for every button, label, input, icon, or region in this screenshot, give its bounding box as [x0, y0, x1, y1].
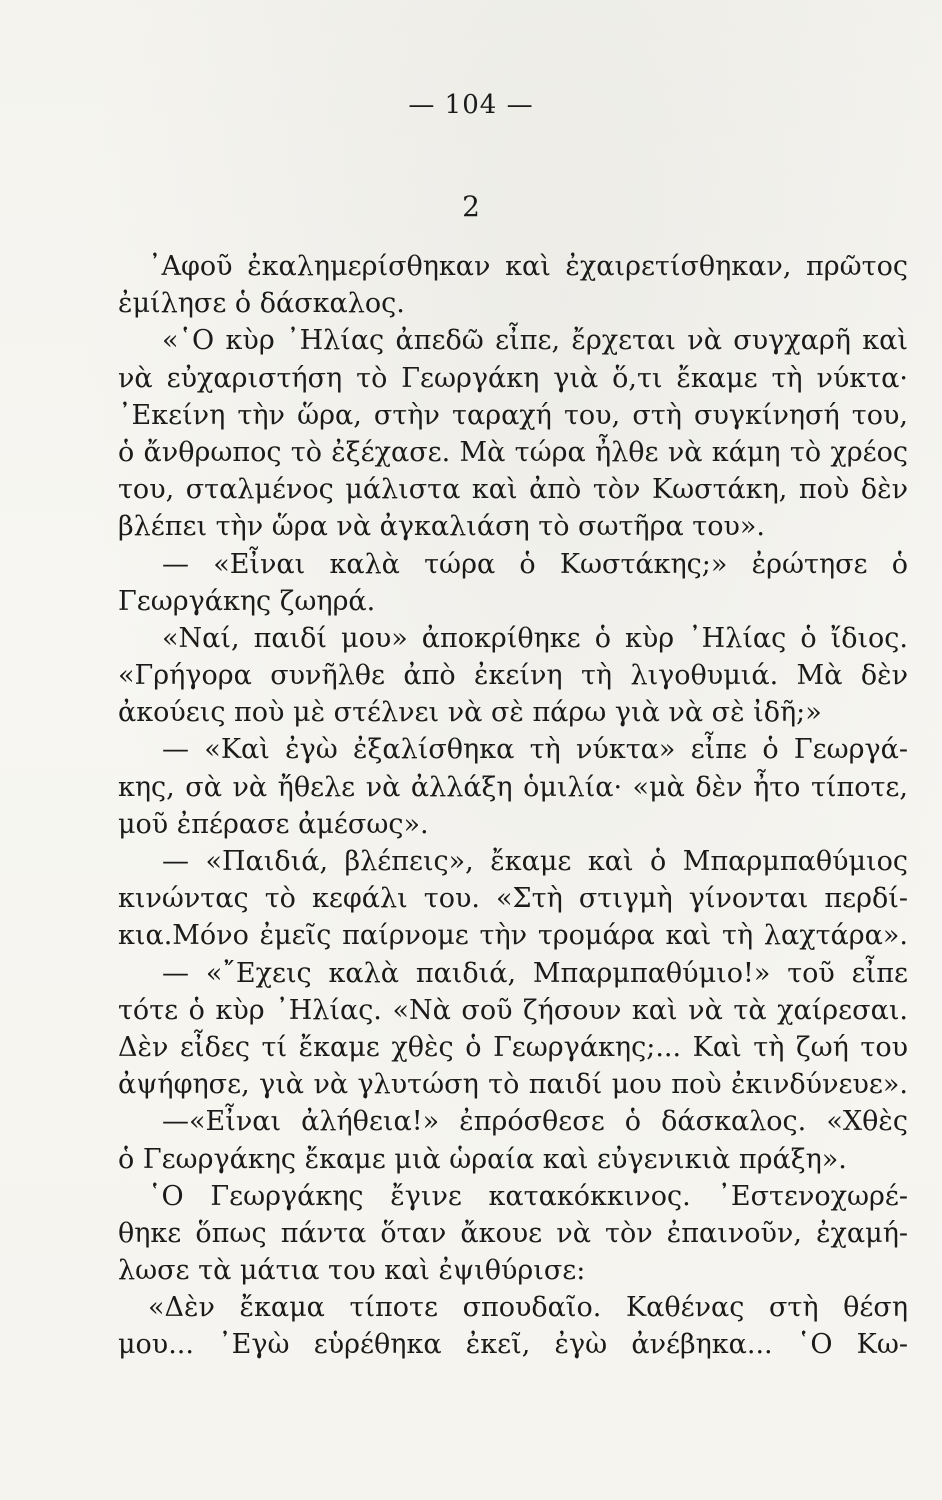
text-line: τότε ὁ κὺρ ᾿Ηλίας. «Νὰ σοῦ ζήσουν καὶ νὰ τὰ χαίρεσαι. [118, 994, 908, 1026]
text-line: ῾Ο Γεωργάκης ἔγινε κατακόκκινος. ᾿Εστενοχωρέ- [148, 1180, 908, 1212]
text-line: «Δὲν ἔκαμα τίποτε σπουδαῖο. Καθένας στὴ θέση [148, 1292, 908, 1324]
text-line: μοῦ ἐπέρασε ἀμέσως». [118, 808, 429, 840]
text-line: — «Εἶναι καλὰ τώρα ὁ Κωστάκης;» ἐρώτησε ὁ [162, 548, 908, 580]
text-line: Δὲν εἶδες τί ἔκαμε χθὲς ὁ Γεωργάκης;... Καὶ τὴ ζωή του [118, 1031, 908, 1063]
page-number: — 104 — [408, 90, 534, 120]
text-line: — «῎Εχεις καλὰ παιδιά, Μπαρμπαθύμιο!» τοῦ εἶπε [162, 957, 908, 989]
text-line: νὰ εὐχαριστήση τὸ Γεωργάκη γιὰ ὅ,τι ἔκαμε τὴ νύκτα· [118, 362, 908, 394]
body-text [118, 248, 908, 1364]
text-line: λωσε τὰ μάτια του καὶ ἐψιθύρισε: [118, 1255, 586, 1287]
text-line: ᾿Εκείνη τὴν ὥρα, στὴν ταραχή του, στὴ συγκίνησή του, [118, 399, 908, 431]
text-line: κια.Μόνο ἐμεῖς παίρνομε τὴν τρομάρα καὶ τὴ λαχτάρα». [118, 920, 908, 952]
text-line: ἀκούεις ποὺ μὲ στέλνει νὰ σὲ πάρω γιὰ νὰ σὲ ἰδῆ;» [118, 697, 822, 729]
text-line: ὁ Γεωργάκης ἔκαμε μιὰ ὡραία καὶ εὐγενικιὰ πράξη». [118, 1143, 847, 1175]
text-line: «Ναί, παιδί μου» ἀποκρίθηκε ὁ κὺρ ᾿Ηλίας ὁ ἴδιος. [162, 622, 908, 654]
text-line: μου... ᾿Εγὼ εὑρέθηκα ἐκεῖ, ἐγὼ ἀνέβηκα... ῾Ο Κω- [118, 1329, 908, 1361]
text-line: «῾Ο κὺρ ᾿Ηλίας ἀπεδῶ εἶπε, ἔρχεται νὰ συγχαρῆ καὶ [162, 325, 908, 357]
text-line: «Γρήγορα συνῆλθε ἀπὸ ἐκείνη τὴ λιγοθυμιά. Μὰ δὲν [118, 660, 908, 692]
text-line: — «Παιδιά, βλέπεις», ἔκαμε καὶ ὁ Μπαρμπαθύμιος [162, 846, 908, 877]
text-line: — «Καὶ ἐγὼ ἐξαλίσθηκα τὴ νύκτα» εἶπε ὁ Γεωργά- [162, 734, 908, 766]
text-line: ὁ ἄνθρωπος τὸ ἐξέχασε. Μὰ τώρα ἦλθε νὰ κάμη τὸ χρέος [118, 436, 908, 468]
chapter-number: 2 [462, 190, 480, 223]
text-line: θηκε ὅπως πάντα ὅταν ἄκουε νὰ τὸν ἐπαινοῦν, ἐχαμή- [118, 1217, 908, 1249]
text-line: βλέπει τὴν ὥρα νὰ ἀγκαλιάση τὸ σωτῆρα του». [118, 511, 765, 543]
text-line: ἀψήφησε, γιὰ νὰ γλυτώση τὸ παιδί μου ποὺ ἐκινδύνευε». [118, 1069, 908, 1101]
text-line: κης, σὰ νὰ ἤθελε νὰ ἀλλάξη ὁμιλία· «μὰ δὲν ἦτο τίποτε, [118, 771, 908, 803]
text-line: κινώντας τὸ κεφάλι του. «Στὴ στιγμὴ γίνονται περδί- [118, 883, 908, 915]
text-line: —«Εἶναι ἀλήθεια!» ἐπρόσθεσε ὁ δάσκαλος. «Χθὲς [162, 1106, 908, 1138]
text-line: Γεωργάκης ζωηρά. [118, 585, 376, 617]
text-line: του, σταλμένος μάλιστα καὶ ἀπὸ τὸν Κωστάκη, ποὺ δὲν [118, 474, 908, 506]
text-line: ᾿Αφοῦ ἐκαλημερίσθηκαν καὶ ἐχαιρετίσθηκαν, πρῶτος [148, 251, 908, 282]
text-line: ἐμίλησε ὁ δάσκαλος. [118, 288, 405, 320]
